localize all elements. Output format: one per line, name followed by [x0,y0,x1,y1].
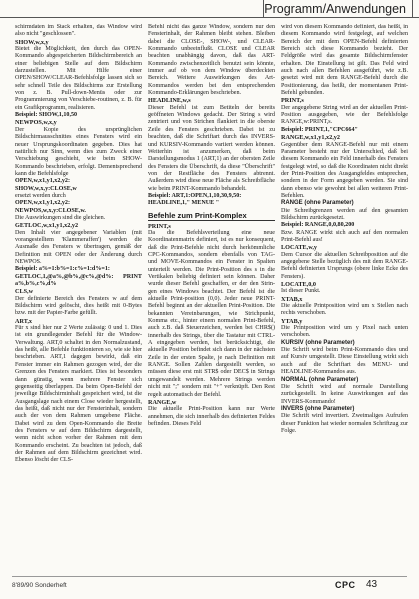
code-example: NEWPOS,w,x,y:CLOSE,w. [15,207,86,214]
command-heading: ART,x [15,317,33,325]
paragraph: Der definierte Bereich des Fensters w auf dem Bildschirm wird gelöscht, dies heißt mit 0-Bytes bzw. mit der Papier-Farbe gefüllt. [15,295,142,317]
column-1 [12,24,145,572]
paragraph: Die Schreibgrenzen werden auf den gesamten Bildschirm zurückgesetzt. [281,207,408,221]
paragraph: Bietet die Möglichkeit, den durch das OPEN-Kommando abgespeicherten Bildschirmbereich an einer beliebigen Stelle auf dem Bildschirm darzustellen. Mit Hilfe einer OPEN/SHOW/CLEAR-Befehlsfolge lassen sich so sehr schnell Teile des Bildschirms zur Erstellung von z. B. Pull-down-Menüs oder zur Programmierung von Verschiebe-routinen, z. B. für ein Grafikprogramm, realisieren. [15,46,142,111]
paragraph: Die aktuelle Print-Position kann nur Werte annehmen, die sich innerhalb des definierten Feldes befinden. Dieses Feld [148,406,275,427]
paragraph: Der angegebene String wird an der aktuellen Print-Position ausgegeben, wie der Befehlsfolge RANGE,w:PRINT,s. [281,104,408,126]
paragraph: Den Inhalt vier angegebener Variablen (mit vorangestelltem 'Klammeraffen') werden die Ausmaße des Fensters w übertragen, gemäß der Definition mit OPEN oder der Änderung durch NEWPOS. [15,229,142,265]
command-heading: HEADLINE,w,s [148,97,191,105]
paragraph: Bzw. RANGE wirkt sich auch auf den normalen Print-Befehl aus! [281,229,408,243]
command-heading: LOCATE,0,0 [281,281,316,289]
paragraph: Für x sind hier nur 2 Werte zulässig: 0 und 1. Dies ist ein grundlegender Befehl für die Window-Verwaltung. ART,0 schaltet in den Normalzustand, das heißt, alle Befehle funktionieren so, wie sie hier beschrieben. ART,1 dagegen bewirkt, daß ein Fenster immer ein Rahmen gezogen wird, der die Grenzen des Fensters markiert. Dies ist besonders dann günstig, wenn mehrere Fenster sich gegenseitig überlappen. Da beim Open-Befehl der jeweilige Bildschirminhalt gespeichert wird, ist die Ausgangslage nach einem Close wieder hergestellt, das heißt, daß nicht nur der Fensterinhalt, sondern auch der von dem Rahmen umgebene Fläche. Dabei wird zu dem Open-Kommando die Breite des Fensters w auf dem Bildschirm dargestellt, wenn nicht schon vorher der Rahmen mit dem Kommando erscheint. Zu beachten ist jedoch, daß der Rahmen auf dem Bildschirm gezeichnet wird. Ebenso löscht der CLS- [15,325,142,464]
command-heading: CLS,w [15,288,34,296]
paragraph: Die Schrift wird beim Print-Kommando dies und auf Kursiv umgestellt. Diese Einstellung wirkt sich auch auf die Schriftart des MENU- und HEADLINE-Kommandos aus. [281,347,408,376]
command-heading: RANGE,w,x1,y1,x2,y2 [281,134,340,142]
code-example: SHOW,w,x,y:CLOSE,w [15,185,77,192]
command-heading: NEWPOS,w,x,y [15,119,57,127]
code-example: GETLOC,1,@a%,@b%,@c%,@d%: PRINT a%,b%,c%,d% [15,273,142,288]
paragraph: Dieser Befehl ist zum Betiteln der bereits geöffneten Windows gedacht. Der String s wird zentriert und von Strichen flankiert in die oberste Zeile des Fensters geschrieben. Dabei ist zu beachten, daß die Schriftart durch das INVERS- und KURSIV-Kommando variiert werden können. Weiterhin ist anzumerken, daß beim Darstellungsmodus 1 (ART,1) an der obersten Zeile des Fensters die Überschrift, da diese "Überschrift" von der Restfläche des Fensters abtrennt. Außerdem wird diese neue Fläche als Schreibfläche wie beim PRINT-Kommando behandelt. [148,104,275,192]
command-heading: PRINT,s [148,222,171,230]
command-heading: SHOW,w,x,y [15,38,49,46]
column-3 [278,24,411,572]
page-footer [0,576,419,599]
footer-rule [12,576,407,577]
code-example: Beispiel: ART,1:OPEN,1,10,30,9,50: [148,192,242,199]
code-example: Beispiel: RANGE,0,0,80,200 [281,222,355,229]
paragraph: ersetzt werden durch [15,192,66,199]
command-heading: NORMAL (ohne Parameter) [281,376,359,383]
paragraph: Die Schrift wird invertiert. Zweimaliges Aufrufen dieser Funktion hat wieder normalen Schriftzug zur Folge. [281,413,408,434]
code-example: Beispiel: SHOW,1,10,50 [15,112,78,119]
code-example: Beispiel: PRINT,1,"CPC664" [281,126,358,133]
code-example: HEADLINE,1," MENUE " [148,200,220,207]
paragraph: Ist dieser Punkt. [281,288,321,295]
paragraph: schirmdaten im Stack erhalten, das Window wird also nicht "geschlossen". [15,24,142,38]
command-heading: GETLOC,w,x1,y1,x2,y2 [15,222,79,230]
command-heading: XTAB,x [281,295,303,303]
paragraph: Da die Befehlsverteilung eine neue Koordinatenmatrix definiert, ist es nur konsequent, daß die Print-Befehle nicht durch herkömmliche CPC-Kommandos, sondern ebenfalls von TAG- und MOVE-Kommandos ein Fenster in Spalten unterteilt werden. Die Print-Position des s in die Vertikalen beliebig definiert sein können. Daher wurde dieser Befehl geschaffen, er der den Strin-gen eines Windows beachtet. Der Befehl ist die aktuelle Print-position (0,0). Jeder neue PRINT-Befehl beginnt an der aktuellen Print-Position. Die bekannten Vereinbarungen, wie Strichpunkt, Komma etc., hinter einem normalen Print-Befehl, auch z.B. daß Steuerzeichen, werden bei CHR$() innerhalb des Strings, über die Tastatur mit CTRL-A eingegeben werden, bei berücksichtigt, die aktuelle Position befindet sich dann in der nächsten Zeile in der ersten Spalte, je nach Definition mit RANGE. Sollen Zahlen dargestellt werden, so müssen diese erst mit STR$ oder DEC$ in Strings umgewandelt werden. Mehrere Strings werden nicht mit ";" sondern mit "+" verknüpft. Den Rest regelt automatisch der Befehl. [148,229,275,398]
paragraph: Der Kopie des ursprünglichen Bildschirmausschnittes eines Fensters wird ein neuer Ursprungskoordinaten gegeben. Dies hat natürlich nur Sinn, wenn dies zum Zweck einer Verschiebung geschieht, wie beim SHOW-Kommando beschrieben, erfolgt. Dementsprechend kann die Befehlsfolge [15,126,142,177]
issue-label: 8'89/90 Sonderheft [12,582,67,589]
column-2 [145,24,278,572]
magazine-logo: CPC [335,580,356,590]
paragraph: Die Schrift wird auf normale Darstellung zurückgestellt. In keine Auswirkungen auf das INVERS-Kommando! [281,383,408,405]
paragraph: Dem Cursor die aktuellen Schreibposition auf die angegebene Stelle bezüglich des mit dem RANGE-Befehl definierten Ursprungs (obere linke Ecke des Fensters). [281,251,408,280]
code-example: OPEN,w,x1,y1,x2,y2: [15,200,71,207]
command-heading: RANGE (ohne Parameter) [281,200,354,207]
page-number: 43 [366,579,378,590]
command-heading: PRINT,s [281,97,304,105]
paragraph: Gegenüber dem RANGE-Befehl nur mit einem Parameter besteht nur der Unterschied, daß bei diesem Kommando ein Feld innerhalb des Fensters festgelegt wird, so daß die Koordinaten nicht direkt der Print-Position des Ausgangfeldes entsprechen, sondern in der Form angegeben werden. Sie sind dann ebenso wie gewohnt bei allen weiteren Print-Befehlen. [281,141,408,199]
paragraph: Die Printposition wird um y Pixel nach unten verschoben. [281,325,408,339]
code-example: OPEN,w,x1,y1,x2,y2: [15,178,71,185]
command-heading: YTAB,y [281,317,303,325]
paragraph: Befehl nicht das ganze Window, sondern nur den Fensterinhalt, der Rahmen bleibt stehen. Bleiben dabei die CLOSE-, SHOW-, und CLEAR-Kommando unbeeinflußt. CLOSE und CLEAR beachten unabhängig davon, daß das ART-Kommando zwischenzeitlich benutzt sein könnte, immer auf ob von dem Window überdeckten Bereich. Weitere Auswirkungen des Art-Kommandos werden bei den entsprechenden Kommando-Erklärungen beschrieben. [148,24,275,97]
header-box [263,0,413,18]
paragraph: Die Auswirkungen sind die gleichen. [15,214,106,221]
command-heading: INVERS (ohne Parameter) [281,405,355,412]
paragraph: wird von diesem Kommando definiert, das heißt, in diesem Kommando wird festgelegt, auf welchen Bereich der mit dem OPEN-Befehl definierten Bereich sich diese Kommando bezieht. Der Feldgröße wird das gesamte Bildschirmfenster erhalten. Die Einstellung ist gilt. Das Feld wird auch nach allen Befehlen ausgeführt, wie z.B. gesetzt wird mit dem RANGE-Befehl durch die Positionierung, das heißt, der momentanen Print-Befehl gebunden. [281,24,408,97]
section-title: Programm/Anwendungen [264,2,406,16]
paragraph: Die aktuelle Printposition wird um x Stellen nach rechts verschoben. [281,303,408,317]
subsection-heading: Befehle zum Print-Komplex [148,211,275,221]
code-example: Beispiel: a%=1:b%=1:c%=1:d%=1: [15,266,110,273]
command-heading: LOCATE,w,y [281,244,317,252]
command-heading: RANGE,w [148,398,177,406]
page-header [0,0,419,20]
command-heading: KURSIV (ohne Parameter) [281,339,355,346]
article-body [12,24,412,572]
